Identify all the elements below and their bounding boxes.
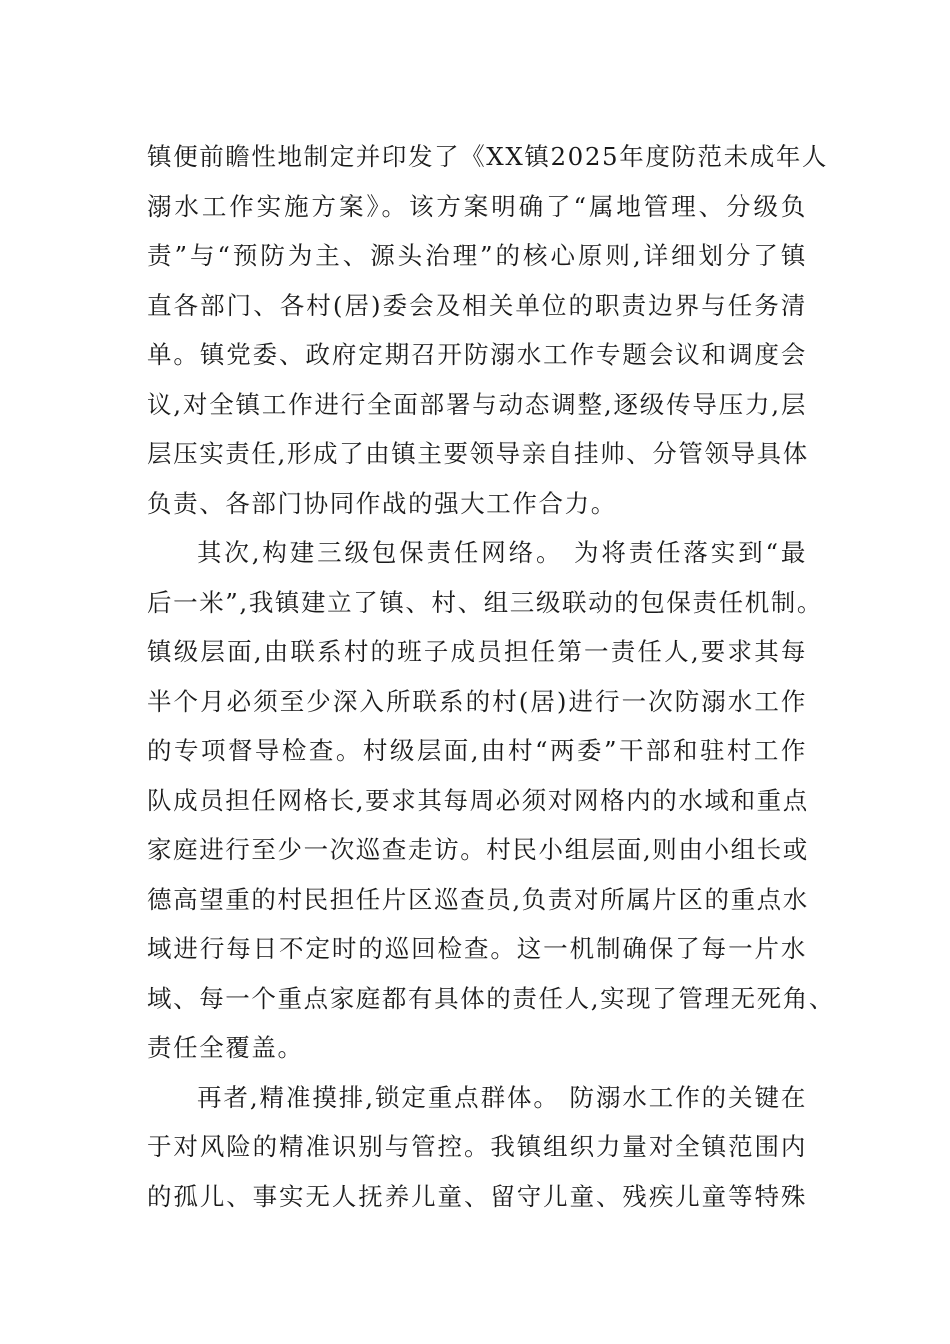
text-line: 域进行每日不定时的巡回检查。这一机制确保了每一片水 [147, 934, 807, 963]
text-line: 德高望重的村民担任片区巡查员,负责对所属片区的重点水 [147, 884, 809, 914]
text-line: 溺水工作实施方案》。该方案明确了“属地管理、分级负 [147, 191, 807, 221]
paragraph-1 [147, 132, 829, 528]
text-line: 责”与“预防为主、源头治理”的核心原则,详细划分了镇 [147, 241, 807, 270]
text-line: 后一米”,我镇建立了镇、村、组三级联动的包保责任机制。 [147, 587, 824, 617]
text-line: 责任全覆盖。 [147, 1033, 304, 1062]
text-line: 直各部门、各村(居)委会及相关单位的职责边界与任务清 [147, 290, 807, 320]
text-line: 镇便前瞻性地制定并印发了《XX镇2025年度防范未成年人 [147, 142, 829, 171]
text-line: 半个月必须至少深入所联系的村(居)进行一次防溺水工作 [147, 686, 807, 716]
paragraph-2 [147, 528, 835, 1073]
text-line: 再者,精准摸排,锁定重点群体。 防溺水工作的关键在 [197, 1082, 807, 1112]
paragraph-3 [147, 1073, 807, 1222]
text-line: 议,对全镇工作进行全面部署与动态调整,逐级传导压力,层 [147, 389, 807, 419]
text-line: 镇级层面,由联系村的班子成员担任第一责任人,要求其每 [147, 637, 807, 666]
text-line: 的专项督导检查。村级层面,由村“两委”干部和驻村工作 [147, 736, 807, 765]
text-line: 域、每一个重点家庭都有具体的责任人,实现了管理无死角、 [147, 983, 835, 1013]
text-line: 负责、各部门协同作战的强大工作合力。 [147, 488, 617, 518]
document-body [147, 132, 835, 1221]
text-line: 层压实责任,形成了由镇主要领导亲自挂帅、分管领导具体 [147, 439, 809, 468]
text-line: 家庭进行至少一次巡查走访。村民小组层面,则由小组长或 [147, 835, 809, 864]
text-line: 队成员担任网格长,要求其每周必须对网格内的水域和重点 [147, 785, 809, 815]
text-line: 于对风险的精准识别与管控。我镇组织力量对全镇范围内 [147, 1132, 807, 1161]
text-line: 其次,构建三级包保责任网络。 为将责任落实到“最 [197, 538, 807, 567]
text-line: 单。镇党委、政府定期召开防溺水工作专题会议和调度会 [147, 340, 807, 369]
text-line: 的孤儿、事实无人抚养儿童、留守儿童、残疾儿童等特殊 [147, 1181, 807, 1211]
